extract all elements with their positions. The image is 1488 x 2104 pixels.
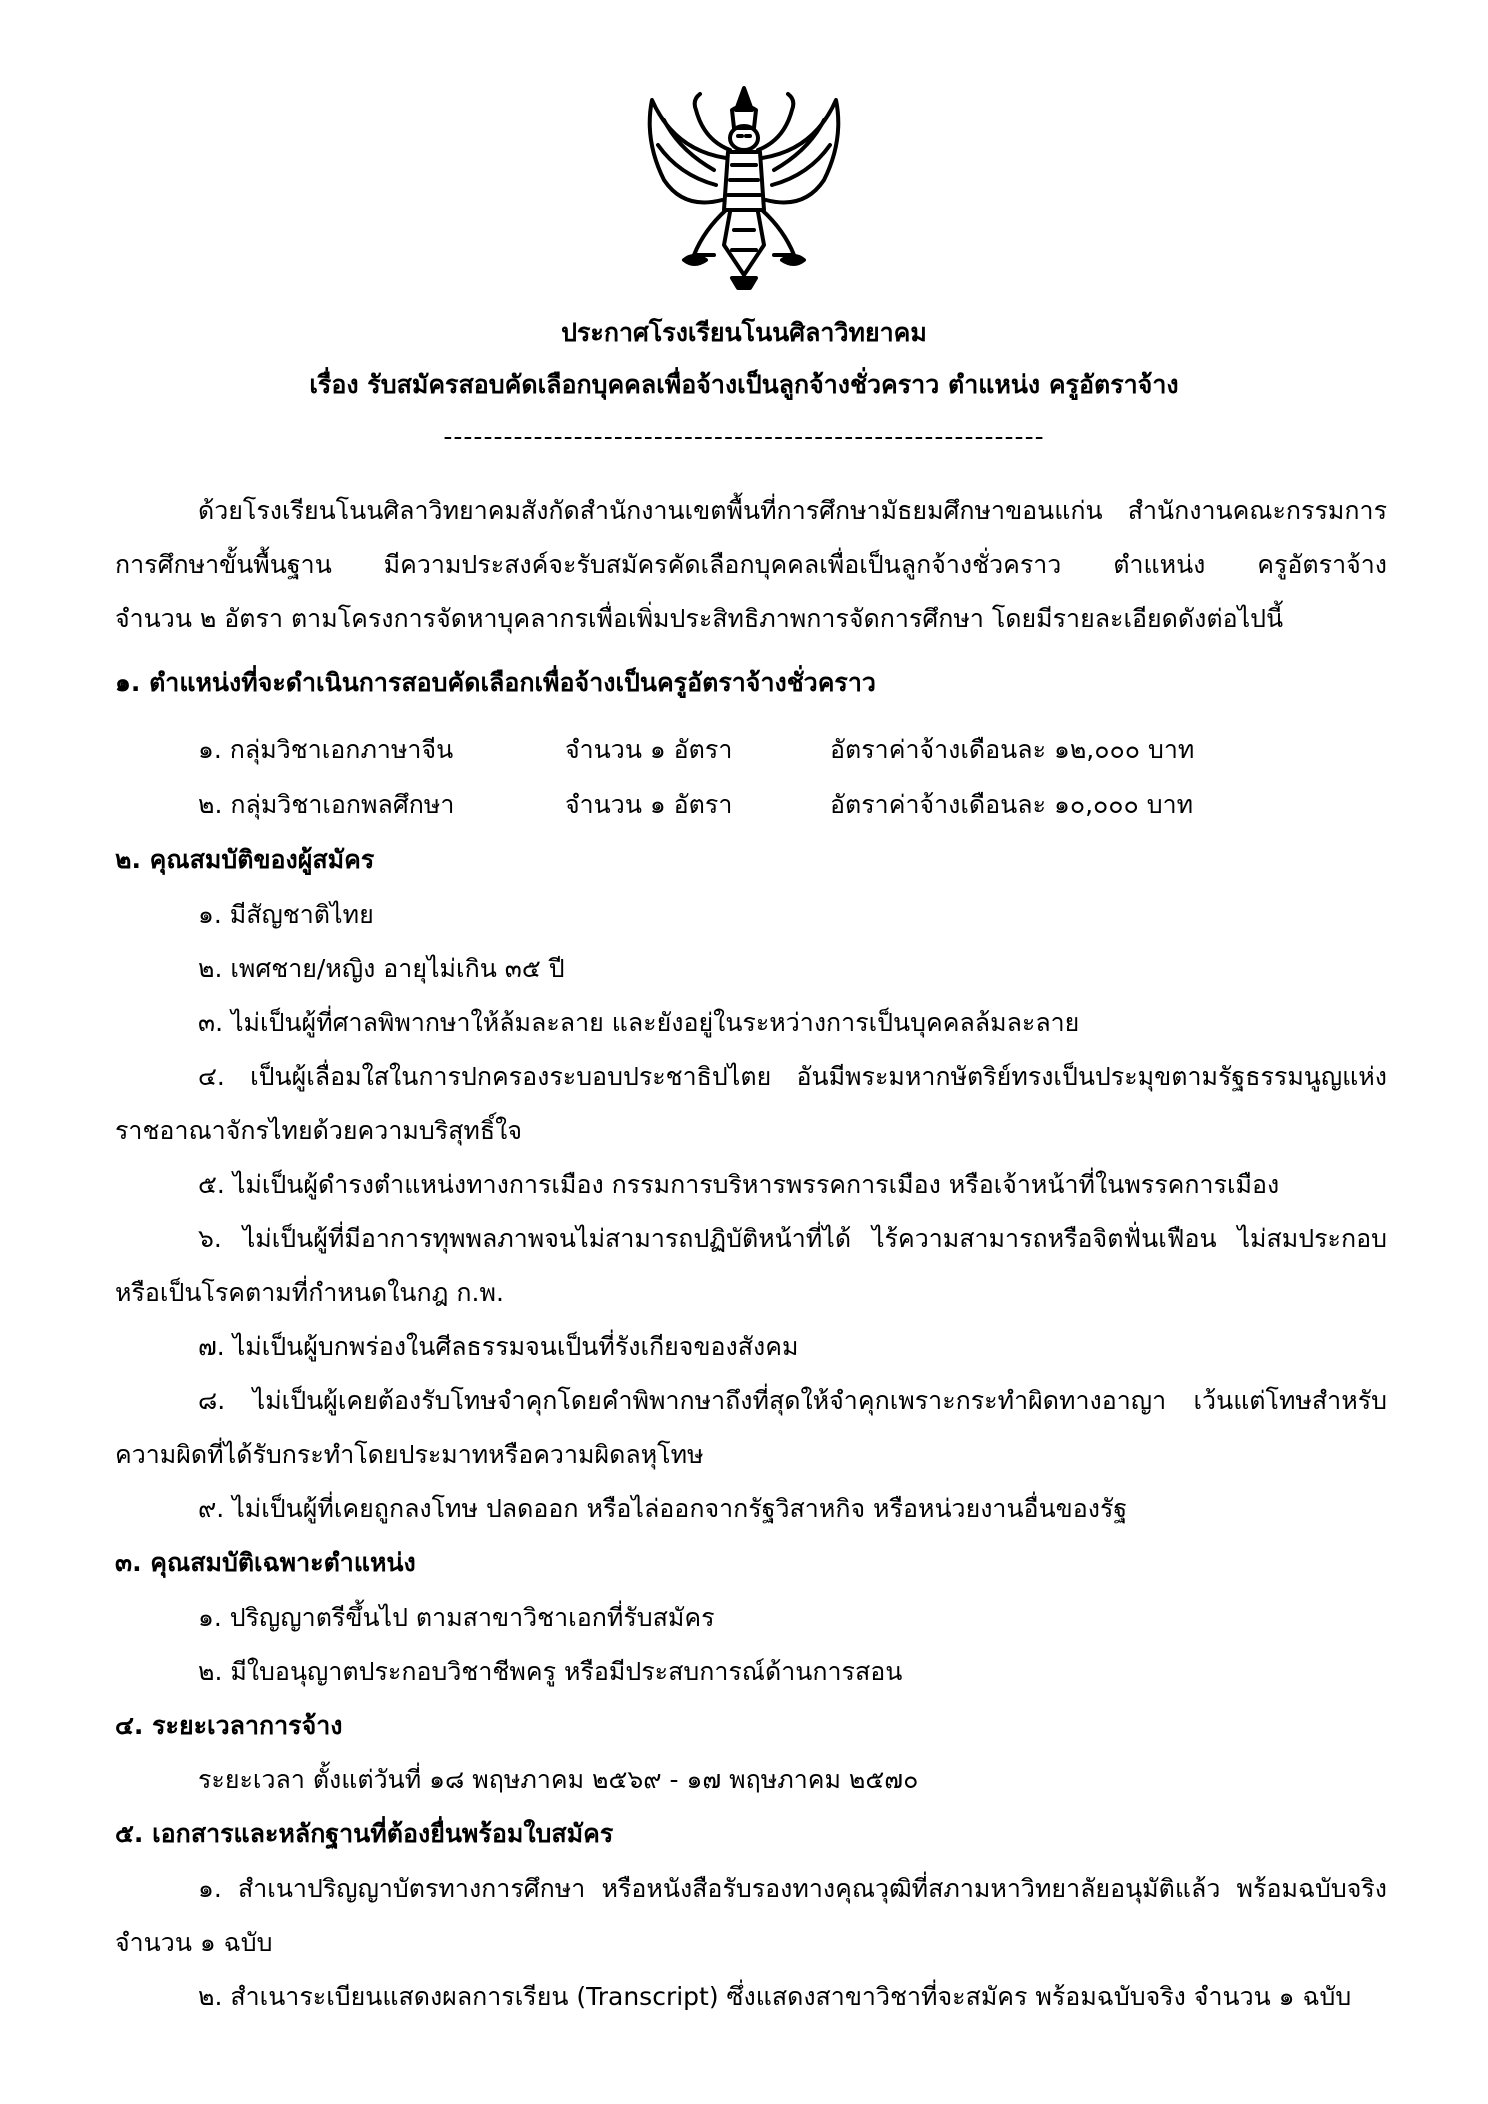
qualification-6-cont: หรือเป็นโรคตามที่กำหนดในกฎ ก.พ. — [115, 1278, 504, 1307]
qualification-1: ๑. มีสัญชาติไทย — [198, 900, 374, 929]
position-2-salary: อัตราค่าจ้างเดือนละ ๑๐,๐๐๐ บาท — [830, 790, 1194, 819]
qualification-8-cont: ความผิดที่ได้รับกระทำโดยประมาทหรือความผิดลหุโทษ — [115, 1440, 704, 1469]
qualification-4-cont: ราชอาณาจักรไทยด้วยความบริสุทธิ์ใจ — [115, 1116, 522, 1145]
qualification-5: ๕. ไม่เป็นผู้ดำรงตำแหน่งทางการเมือง กรรมการบริหารพรรคการเมือง หรือเจ้าหน้าที่ในพรรคการเมือง — [198, 1170, 1280, 1199]
employment-period: ระยะเวลา ตั้งแต่วันที่ ๑๘ พฤษภาคม ๒๕๖๙ - ๑๗ พฤษภาคม ๒๕๗๐ — [198, 1765, 919, 1794]
position-1-count: จำนวน ๑ อัตรา — [565, 735, 733, 764]
section-1-heading: ๑. ตำแหน่งที่จะดำเนินการสอบคัดเลือกเพื่อจ้างเป็นครูอัตราจ้างชั่วคราว — [115, 668, 876, 697]
document-2: ๒. สำเนาระเบียนแสดงผลการเรียน (Transcript) ซึ่งแสดงสาขาวิชาที่จะสมัคร พร้อมฉบับจริง จำนวน ๑ ฉบับ — [198, 1982, 1352, 2011]
document-1: ๑. สำเนาปริญญาบัตรทางการศึกษา หรือหนังสือรับรองทางคุณวุฒิที่สภามหาวิทยาลัยอนุมัติแล้ว พร้อมฉบับจริง — [198, 1874, 1387, 1903]
garuda-emblem-icon — [634, 80, 854, 295]
intro-line-2: การศึกษาขั้นพื้นฐาน มีความประสงค์จะรับสมัครคัดเลือกบุคคลเพื่อเป็นลูกจ้างชั่วคราว ตำแหน่ง ครูอัตราจ้าง — [115, 550, 1387, 579]
position-2-count: จำนวน ๑ อัตรา — [565, 790, 733, 819]
section-4-heading: ๔. ระยะเวลาการจ้าง — [115, 1711, 343, 1740]
document-title: ประกาศโรงเรียนโนนศิลาวิทยาคม — [561, 318, 927, 347]
document-subject: เรื่อง รับสมัครสอบคัดเลือกบุคคลเพื่อจ้างเป็นลูกจ้างชั่วคราว ตำแหน่ง ครูอัตราจ้าง — [309, 370, 1179, 399]
position-1-name: ๑. กลุ่มวิชาเอกภาษาจีน — [198, 735, 454, 764]
position-1-salary: อัตราค่าจ้างเดือนละ ๑๒,๐๐๐ บาท — [830, 735, 1195, 764]
qualification-6: ๖. ไม่เป็นผู้ที่มีอาการทุพพลภาพจนไม่สามารถปฏิบัติหน้าที่ได้ ไร้ความสามารถหรือจิตฟั่นเฟือน ไม่สมประกอบ — [198, 1224, 1387, 1253]
specific-qualification-2: ๒. มีใบอนุญาตประกอบวิชาชีพครู หรือมีประสบการณ์ด้านการสอน — [198, 1657, 903, 1686]
document-1-cont: จำนวน ๑ ฉบับ — [115, 1928, 273, 1957]
intro-line-1: ด้วยโรงเรียนโนนศิลาวิทยาคมสังกัดสำนักงานเขตพื้นที่การศึกษามัธยมศึกษาขอนแก่น สำนักงานคณะกรรมการ — [198, 496, 1387, 525]
qualification-3: ๓. ไม่เป็นผู้ที่ศาลพิพากษาให้ล้มละลาย และยังอยู่ในระหว่างการเป็นบุคคลล้มละลาย — [198, 1008, 1080, 1037]
qualification-9: ๙. ไม่เป็นผู้ที่เคยถูกลงโทษ ปลดออก หรือไล่ออกจากรัฐวิสาหกิจ หรือหน่วยงานอื่นของรัฐ — [198, 1494, 1128, 1523]
intro-line-3: จำนวน ๒ อัตรา ตามโครงการจัดหาบุคลากรเพื่อเพิ่มประสิทธิภาพการจัดการศึกษา โดยมีรายละเอียดดังต่อไปนี้ — [115, 604, 1284, 633]
section-3-heading: ๓. คุณสมบัติเฉพาะตำแหน่ง — [115, 1548, 416, 1577]
section-2-heading: ๒. คุณสมบัติของผู้สมัคร — [115, 845, 375, 874]
qualification-7: ๗. ไม่เป็นผู้บกพร่องในศีลธรรมจนเป็นที่รังเกียจของสังคม — [198, 1332, 799, 1361]
specific-qualification-1: ๑. ปริญญาตรีขึ้นไป ตามสาขาวิชาเอกที่รับสมัคร — [198, 1603, 715, 1632]
qualification-2: ๒. เพศชาย/หญิง อายุไม่เกิน ๓๕ ปี — [198, 954, 565, 983]
qualification-8: ๘. ไม่เป็นผู้เคยต้องรับโทษจำคุกโดยคำพิพากษาถึงที่สุดให้จำคุกเพราะกระทำผิดทางอาญา เว้นแต่โทษสำหรับ — [198, 1386, 1387, 1415]
section-5-heading: ๕. เอกสารและหลักฐานที่ต้องยื่นพร้อมใบสมัคร — [115, 1819, 614, 1848]
position-2-name: ๒. กลุ่มวิชาเอกพลศึกษา — [198, 790, 455, 819]
title-divider: ------------------------------------------------------------ — [443, 422, 1045, 451]
qualification-4: ๔. เป็นผู้เลื่อมใสในการปกครองระบอบประชาธิปไตย อันมีพระมหากษัตริย์ทรงเป็นประมุขตามรัฐธรรมนูญแห่ง — [198, 1062, 1387, 1091]
